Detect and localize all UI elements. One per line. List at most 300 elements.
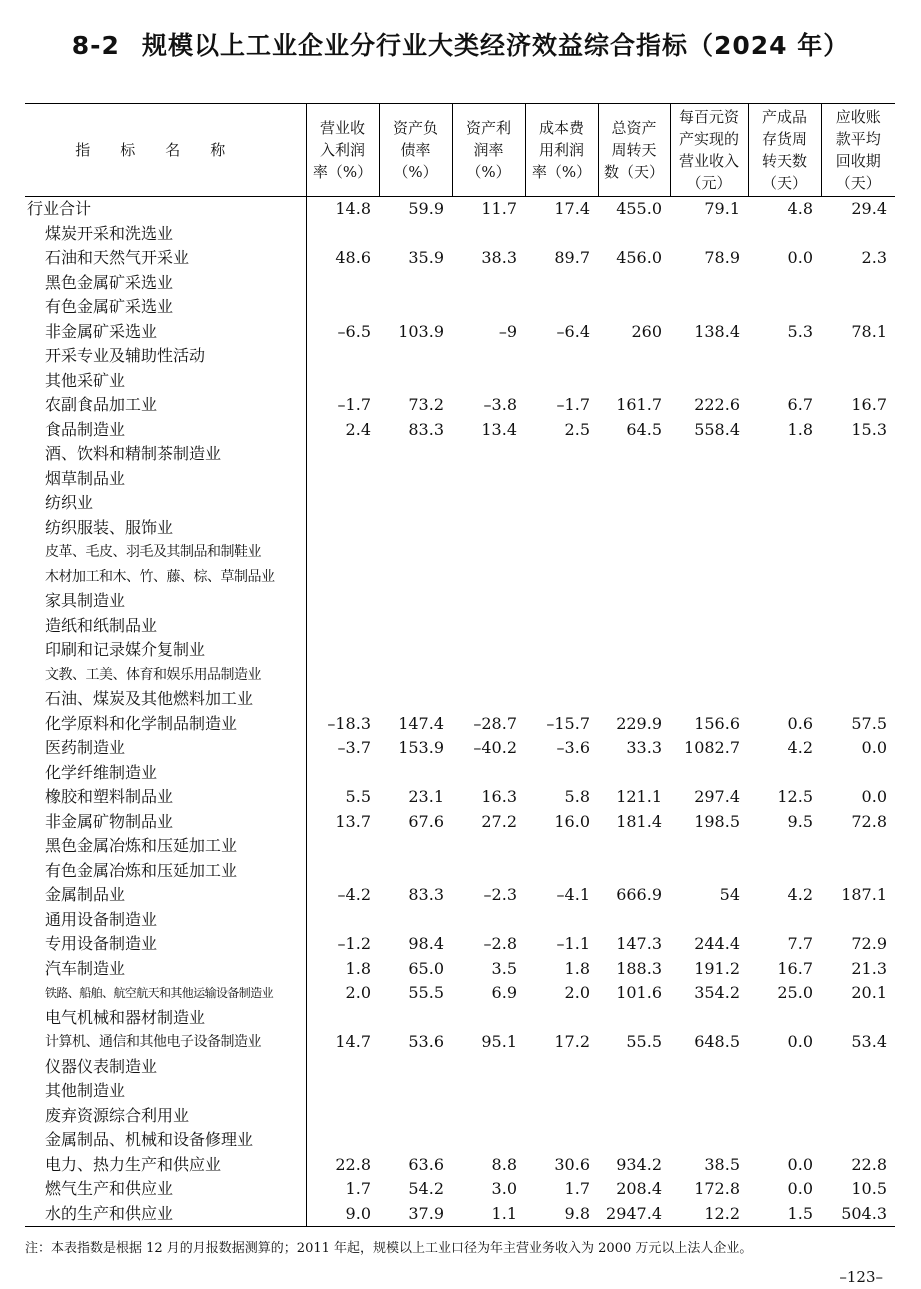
table-row bbox=[25, 1177, 895, 1202]
table-row bbox=[25, 1030, 895, 1055]
table-cell bbox=[525, 663, 598, 688]
table-cell: 8.8 bbox=[491, 1154, 517, 1174]
table-cell bbox=[598, 565, 670, 590]
table-cell: 20.1 bbox=[851, 983, 887, 1002]
table-cell: 79.1 bbox=[704, 199, 740, 218]
table-cell: –28.7 bbox=[473, 713, 517, 733]
table-cell: 64.5 bbox=[626, 419, 662, 439]
table-row bbox=[25, 418, 895, 443]
table-cell bbox=[306, 565, 379, 590]
table-cell: 16.0 bbox=[554, 811, 590, 831]
table-cell bbox=[379, 344, 452, 369]
table-cell bbox=[525, 687, 598, 712]
table-cell bbox=[306, 295, 379, 320]
table-cell bbox=[452, 761, 525, 786]
table-cell bbox=[525, 908, 598, 933]
table-cell bbox=[379, 761, 452, 786]
table-cell: 54.2 bbox=[408, 1179, 444, 1198]
table-cell: 103.9 bbox=[398, 321, 444, 341]
row-label: 皮革、毛皮、羽毛及其制品和制鞋业 bbox=[45, 544, 261, 560]
table-cell bbox=[452, 638, 525, 663]
table-cell bbox=[452, 687, 525, 712]
table-cell bbox=[598, 516, 670, 541]
table-cell: 48.6 bbox=[306, 246, 379, 271]
table-cell bbox=[452, 1128, 525, 1153]
table-cell bbox=[525, 1055, 598, 1080]
table-cell bbox=[748, 589, 821, 614]
table-cell bbox=[379, 834, 452, 859]
table-cell: 12.5 bbox=[777, 787, 813, 806]
table-row bbox=[25, 393, 895, 418]
table-cell: 12.2 bbox=[670, 1202, 748, 1227]
table-cell: 55.5 bbox=[408, 983, 444, 1002]
table-cell bbox=[306, 614, 379, 639]
table-cell: 11.7 bbox=[481, 199, 517, 218]
table-cell bbox=[748, 1006, 821, 1031]
table-cell bbox=[452, 834, 525, 859]
table-cell: 23.1 bbox=[408, 787, 444, 806]
table-cell bbox=[452, 344, 525, 369]
column-header-line: 率（%） bbox=[312, 163, 373, 181]
column-header-line: （元） bbox=[686, 174, 732, 192]
table-row bbox=[25, 810, 895, 835]
table-cell bbox=[670, 1006, 748, 1031]
table-cell bbox=[821, 589, 895, 614]
table-cell bbox=[598, 222, 670, 247]
table-cell bbox=[748, 295, 821, 320]
table-cell bbox=[598, 834, 670, 859]
column-header bbox=[379, 104, 452, 197]
table-cell bbox=[748, 467, 821, 492]
table-cell: 1.1 bbox=[452, 1202, 525, 1227]
table-cell bbox=[379, 295, 452, 320]
table-cell: 1.5 bbox=[748, 1202, 821, 1227]
table-cell: 1.8 bbox=[564, 958, 590, 978]
table-cell bbox=[306, 491, 379, 516]
table-cell: 9.0 bbox=[306, 1202, 379, 1227]
table-cell bbox=[670, 467, 748, 492]
table-row bbox=[25, 908, 895, 933]
table-cell bbox=[598, 1006, 670, 1031]
table-cell: 67.6 bbox=[408, 811, 444, 831]
table-row bbox=[25, 736, 895, 761]
table-row bbox=[25, 687, 895, 712]
table-cell: 101.6 bbox=[616, 983, 662, 1002]
column-header bbox=[525, 104, 598, 197]
column-header-line: 资产负 bbox=[392, 119, 438, 137]
table-cell bbox=[670, 271, 748, 296]
table-cell bbox=[379, 516, 452, 541]
table-cell: 666.9 bbox=[616, 885, 662, 904]
table-cell: 21.3 bbox=[851, 958, 887, 978]
table-cell bbox=[670, 614, 748, 639]
table-cell bbox=[379, 908, 452, 933]
table-cell: 181.4 bbox=[616, 811, 662, 831]
table-cell bbox=[821, 638, 895, 663]
table-cell bbox=[821, 491, 895, 516]
column-header-line: （%） bbox=[393, 163, 438, 181]
column-header-line: （天） bbox=[761, 174, 807, 192]
table-cell bbox=[306, 1104, 379, 1129]
table-cell: –3.8 bbox=[483, 395, 517, 414]
table-cell bbox=[670, 834, 748, 859]
table-cell bbox=[821, 859, 895, 884]
table-cell: 934.2 bbox=[616, 1154, 662, 1174]
row-label: 仪器仪表制造业 bbox=[45, 1056, 158, 1076]
table-cell bbox=[748, 222, 821, 247]
table-cell: 222.6 bbox=[694, 395, 740, 414]
table-row bbox=[25, 883, 895, 908]
table-cell: 29.4 bbox=[851, 199, 887, 218]
table-cell bbox=[598, 540, 670, 565]
table-cell bbox=[670, 589, 748, 614]
table-cell bbox=[379, 1104, 452, 1129]
table-cell bbox=[306, 638, 379, 663]
table-cell: 54 bbox=[719, 885, 740, 904]
table-cell: –15.7 bbox=[546, 713, 590, 733]
table-cell bbox=[598, 859, 670, 884]
table-cell: 0.0 bbox=[787, 1032, 813, 1051]
table-cell bbox=[598, 614, 670, 639]
table-cell: 13.4 bbox=[481, 419, 517, 439]
table-cell: 73.2 bbox=[408, 395, 444, 414]
table-cell: –1.1 bbox=[556, 934, 590, 953]
table-cell: –6.4 bbox=[556, 321, 590, 341]
column-header-line: 转天数 bbox=[761, 152, 807, 170]
table-cell bbox=[670, 491, 748, 516]
table-cell bbox=[598, 491, 670, 516]
row-label: 木材加工和木、竹、藤、棕、草制品业 bbox=[45, 568, 275, 585]
table-cell bbox=[525, 516, 598, 541]
column-header bbox=[748, 104, 821, 197]
table-cell bbox=[821, 540, 895, 565]
table-cell bbox=[452, 540, 525, 565]
table-cell: 25.0 bbox=[777, 983, 813, 1002]
table-cell bbox=[452, 369, 525, 394]
table-row bbox=[25, 271, 895, 296]
column-header-line: 总资产 bbox=[611, 119, 657, 137]
table-cell: 38.5 bbox=[704, 1154, 740, 1174]
table-cell bbox=[670, 344, 748, 369]
table-cell bbox=[452, 467, 525, 492]
table-cell: –3.7 bbox=[306, 736, 379, 761]
table-cell bbox=[452, 565, 525, 590]
table-cell: 6.9 bbox=[491, 983, 517, 1002]
column-header-line: 资产利 bbox=[465, 119, 511, 137]
table-row bbox=[25, 1153, 895, 1178]
table-cell: –2.8 bbox=[483, 934, 517, 953]
table-cell bbox=[748, 908, 821, 933]
table-cell bbox=[452, 222, 525, 247]
table-cell bbox=[306, 1055, 379, 1080]
table-cell: 153.9 bbox=[398, 738, 444, 757]
column-header-name: 指标名称 bbox=[25, 104, 306, 197]
row-label: 文教、工美、体育和娱乐用品制造业 bbox=[45, 666, 261, 683]
table-cell bbox=[748, 1128, 821, 1153]
table-row bbox=[25, 1006, 895, 1031]
table-cell bbox=[306, 761, 379, 786]
row-label: 金属制品、机械和设备修理业 bbox=[45, 1130, 254, 1149]
table-cell bbox=[306, 687, 379, 712]
table-cell bbox=[748, 761, 821, 786]
table-cell bbox=[306, 1128, 379, 1153]
table-cell bbox=[821, 369, 895, 394]
table-cell: 5.8 bbox=[564, 787, 590, 806]
table-cell bbox=[821, 344, 895, 369]
table-cell: 83.3 bbox=[408, 419, 444, 439]
table-cell bbox=[821, 1006, 895, 1031]
row-label: 通用设备制造业 bbox=[45, 909, 158, 929]
table-cell bbox=[748, 1079, 821, 1104]
table-cell bbox=[379, 565, 452, 590]
table-cell bbox=[525, 1128, 598, 1153]
table-cell: 2.3 bbox=[861, 248, 887, 267]
table-cell: 0.6 bbox=[787, 713, 813, 733]
table-cell bbox=[525, 638, 598, 663]
table-cell bbox=[452, 1079, 525, 1104]
table-cell bbox=[452, 442, 525, 467]
table-cell bbox=[670, 1055, 748, 1080]
table-cell bbox=[525, 369, 598, 394]
table-cell: 14.8 bbox=[306, 197, 379, 222]
table-cell bbox=[821, 1128, 895, 1153]
column-header-line: 产成品 bbox=[761, 108, 807, 126]
row-label: 铁路、船舶、航空航天和其他运输设备制造业 bbox=[45, 986, 274, 1000]
table-row bbox=[25, 957, 895, 982]
table-cell bbox=[379, 467, 452, 492]
column-header-line: 产实现的 bbox=[678, 130, 739, 148]
table-cell: 15.3 bbox=[851, 419, 887, 439]
table-cell: 147.4 bbox=[398, 713, 444, 733]
table-cell bbox=[525, 442, 598, 467]
table-cell bbox=[670, 687, 748, 712]
row-label: 纺织服装、服饰业 bbox=[45, 517, 174, 537]
table-cell bbox=[306, 1006, 379, 1031]
table-cell: 229.9 bbox=[616, 713, 662, 733]
table-cell bbox=[748, 344, 821, 369]
table-cell bbox=[821, 663, 895, 688]
table-cell: –2.3 bbox=[483, 885, 517, 904]
table-row bbox=[25, 540, 895, 565]
table-cell: 1.7 bbox=[306, 1177, 379, 1202]
table-cell bbox=[452, 491, 525, 516]
table-row bbox=[25, 295, 895, 320]
table-cell bbox=[525, 614, 598, 639]
table-cell bbox=[598, 344, 670, 369]
column-header-line: 营业收入 bbox=[678, 152, 739, 170]
table-cell bbox=[670, 295, 748, 320]
table-cell bbox=[525, 344, 598, 369]
table-cell bbox=[306, 540, 379, 565]
table-cell: 455.0 bbox=[616, 199, 662, 218]
table-cell bbox=[670, 1128, 748, 1153]
table-cell: 0.0 bbox=[787, 1179, 813, 1198]
table-cell: –6.5 bbox=[306, 320, 379, 345]
table-row bbox=[25, 1055, 895, 1080]
table-row bbox=[25, 197, 895, 222]
table-cell: 558.4 bbox=[694, 419, 740, 439]
column-header-line: 债率 bbox=[400, 141, 431, 159]
table-cell: 7.7 bbox=[787, 934, 813, 953]
table-cell bbox=[821, 614, 895, 639]
table-cell: 191.2 bbox=[694, 958, 740, 978]
table-cell bbox=[379, 1006, 452, 1031]
table-cell bbox=[379, 589, 452, 614]
table-cell bbox=[379, 1128, 452, 1153]
table-cell: 53.4 bbox=[851, 1032, 887, 1051]
table-cell bbox=[306, 222, 379, 247]
table-cell bbox=[452, 589, 525, 614]
table-cell bbox=[379, 663, 452, 688]
table-cell bbox=[748, 638, 821, 663]
table-row bbox=[25, 467, 895, 492]
table-row bbox=[25, 1104, 895, 1129]
table-row bbox=[25, 1128, 895, 1153]
table-cell: 72.9 bbox=[851, 934, 887, 953]
table-cell bbox=[598, 761, 670, 786]
table-cell bbox=[379, 859, 452, 884]
table-cell: 2.4 bbox=[306, 418, 379, 443]
table-row bbox=[25, 663, 895, 688]
table-cell bbox=[748, 565, 821, 590]
table-cell: 504.3 bbox=[821, 1202, 895, 1227]
table-row bbox=[25, 246, 895, 271]
table-cell: 98.4 bbox=[408, 934, 444, 953]
table-cell bbox=[452, 859, 525, 884]
table-cell bbox=[748, 834, 821, 859]
table-row bbox=[25, 981, 895, 1006]
table-cell bbox=[525, 589, 598, 614]
table-cell bbox=[379, 638, 452, 663]
table-cell bbox=[379, 442, 452, 467]
table-cell bbox=[598, 589, 670, 614]
table-cell: 1082.7 bbox=[684, 738, 740, 757]
table-cell bbox=[821, 442, 895, 467]
table-cell bbox=[670, 540, 748, 565]
table-cell: 72.8 bbox=[851, 811, 887, 831]
column-header-line: 润率 bbox=[473, 141, 504, 159]
table-cell bbox=[670, 565, 748, 590]
table-cell bbox=[306, 516, 379, 541]
table-cell: –4.1 bbox=[556, 885, 590, 904]
table-cell bbox=[306, 442, 379, 467]
table-cell: 188.3 bbox=[616, 958, 662, 978]
table-cell: 4.8 bbox=[787, 199, 813, 218]
table-row bbox=[25, 834, 895, 859]
table-cell: 27.2 bbox=[481, 811, 517, 831]
column-header-line: 率（%） bbox=[531, 163, 592, 181]
table-cell bbox=[748, 540, 821, 565]
table-cell: 147.3 bbox=[616, 934, 662, 953]
table-cell: –3.6 bbox=[556, 738, 590, 757]
table-row bbox=[25, 589, 895, 614]
table-cell: 0.0 bbox=[787, 1154, 813, 1174]
table-cell: 208.4 bbox=[616, 1179, 662, 1198]
row-label: 非金属矿采选业 bbox=[45, 321, 158, 341]
table-cell bbox=[821, 908, 895, 933]
table-cell: 35.9 bbox=[408, 248, 444, 267]
table-cell bbox=[525, 467, 598, 492]
table-cell bbox=[821, 1079, 895, 1104]
row-label: 化学原料和化学制品制造业 bbox=[45, 713, 238, 733]
table-cell bbox=[525, 834, 598, 859]
table-cell bbox=[452, 516, 525, 541]
table-cell bbox=[821, 295, 895, 320]
row-label: 医药制造业 bbox=[45, 738, 126, 757]
table-row bbox=[25, 614, 895, 639]
table-cell: 95.1 bbox=[481, 1032, 517, 1051]
table-cell bbox=[670, 369, 748, 394]
column-header bbox=[670, 104, 748, 197]
table-cell: 78.9 bbox=[704, 248, 740, 267]
table-row bbox=[25, 638, 895, 663]
table-cell bbox=[598, 271, 670, 296]
table-cell bbox=[525, 1104, 598, 1129]
table-cell bbox=[821, 761, 895, 786]
table-row bbox=[25, 516, 895, 541]
table-cell: 63.6 bbox=[408, 1154, 444, 1174]
column-header bbox=[598, 104, 670, 197]
table-cell: 156.6 bbox=[694, 713, 740, 733]
table-cell: 89.7 bbox=[554, 248, 590, 267]
indicator-table bbox=[25, 103, 895, 1227]
table-cell bbox=[598, 663, 670, 688]
table-cell: –9 bbox=[498, 321, 517, 341]
table-cell bbox=[525, 565, 598, 590]
table-cell bbox=[670, 442, 748, 467]
table-cell: 14.7 bbox=[306, 1030, 379, 1055]
table-cell: 187.1 bbox=[841, 885, 887, 904]
table-cell: 16.7 bbox=[777, 958, 813, 978]
table-cell: 0.0 bbox=[861, 787, 887, 806]
table-cell: 83.3 bbox=[408, 885, 444, 904]
table-cell bbox=[748, 491, 821, 516]
table-row bbox=[25, 491, 895, 516]
table-cell: 244.4 bbox=[694, 934, 740, 953]
table-cell: –40.2 bbox=[473, 738, 517, 757]
table-cell bbox=[821, 834, 895, 859]
table-cell: 16.7 bbox=[851, 395, 887, 414]
table-cell bbox=[598, 1055, 670, 1080]
column-header-line: 数（天） bbox=[603, 163, 664, 181]
table-cell: 3.0 bbox=[491, 1179, 517, 1198]
table-cell bbox=[379, 614, 452, 639]
table-cell bbox=[452, 1006, 525, 1031]
table-cell bbox=[598, 687, 670, 712]
table-cell: 55.5 bbox=[626, 1032, 662, 1051]
table-cell bbox=[379, 687, 452, 712]
row-label: 有色金属矿采选业 bbox=[45, 297, 174, 316]
table-cell bbox=[306, 859, 379, 884]
table-cell bbox=[821, 1104, 895, 1129]
table-cell: 138.4 bbox=[694, 321, 740, 341]
table-cell bbox=[452, 295, 525, 320]
row-label: 食品制造业 bbox=[45, 419, 126, 439]
row-label: 其他制造业 bbox=[45, 1081, 126, 1100]
table-cell: 5.5 bbox=[306, 785, 379, 810]
table-cell bbox=[306, 369, 379, 394]
row-label: 酒、饮料和精制茶制造业 bbox=[45, 444, 222, 463]
table-cell bbox=[452, 614, 525, 639]
table-cell: 53.6 bbox=[408, 1032, 444, 1051]
table-row bbox=[25, 859, 895, 884]
table-cell bbox=[306, 663, 379, 688]
table-cell: 1.8 bbox=[787, 419, 813, 439]
table-cell bbox=[821, 516, 895, 541]
column-header-line: （天） bbox=[835, 174, 881, 192]
table-cell bbox=[598, 1128, 670, 1153]
column-header-line: 用利润 bbox=[538, 141, 584, 159]
